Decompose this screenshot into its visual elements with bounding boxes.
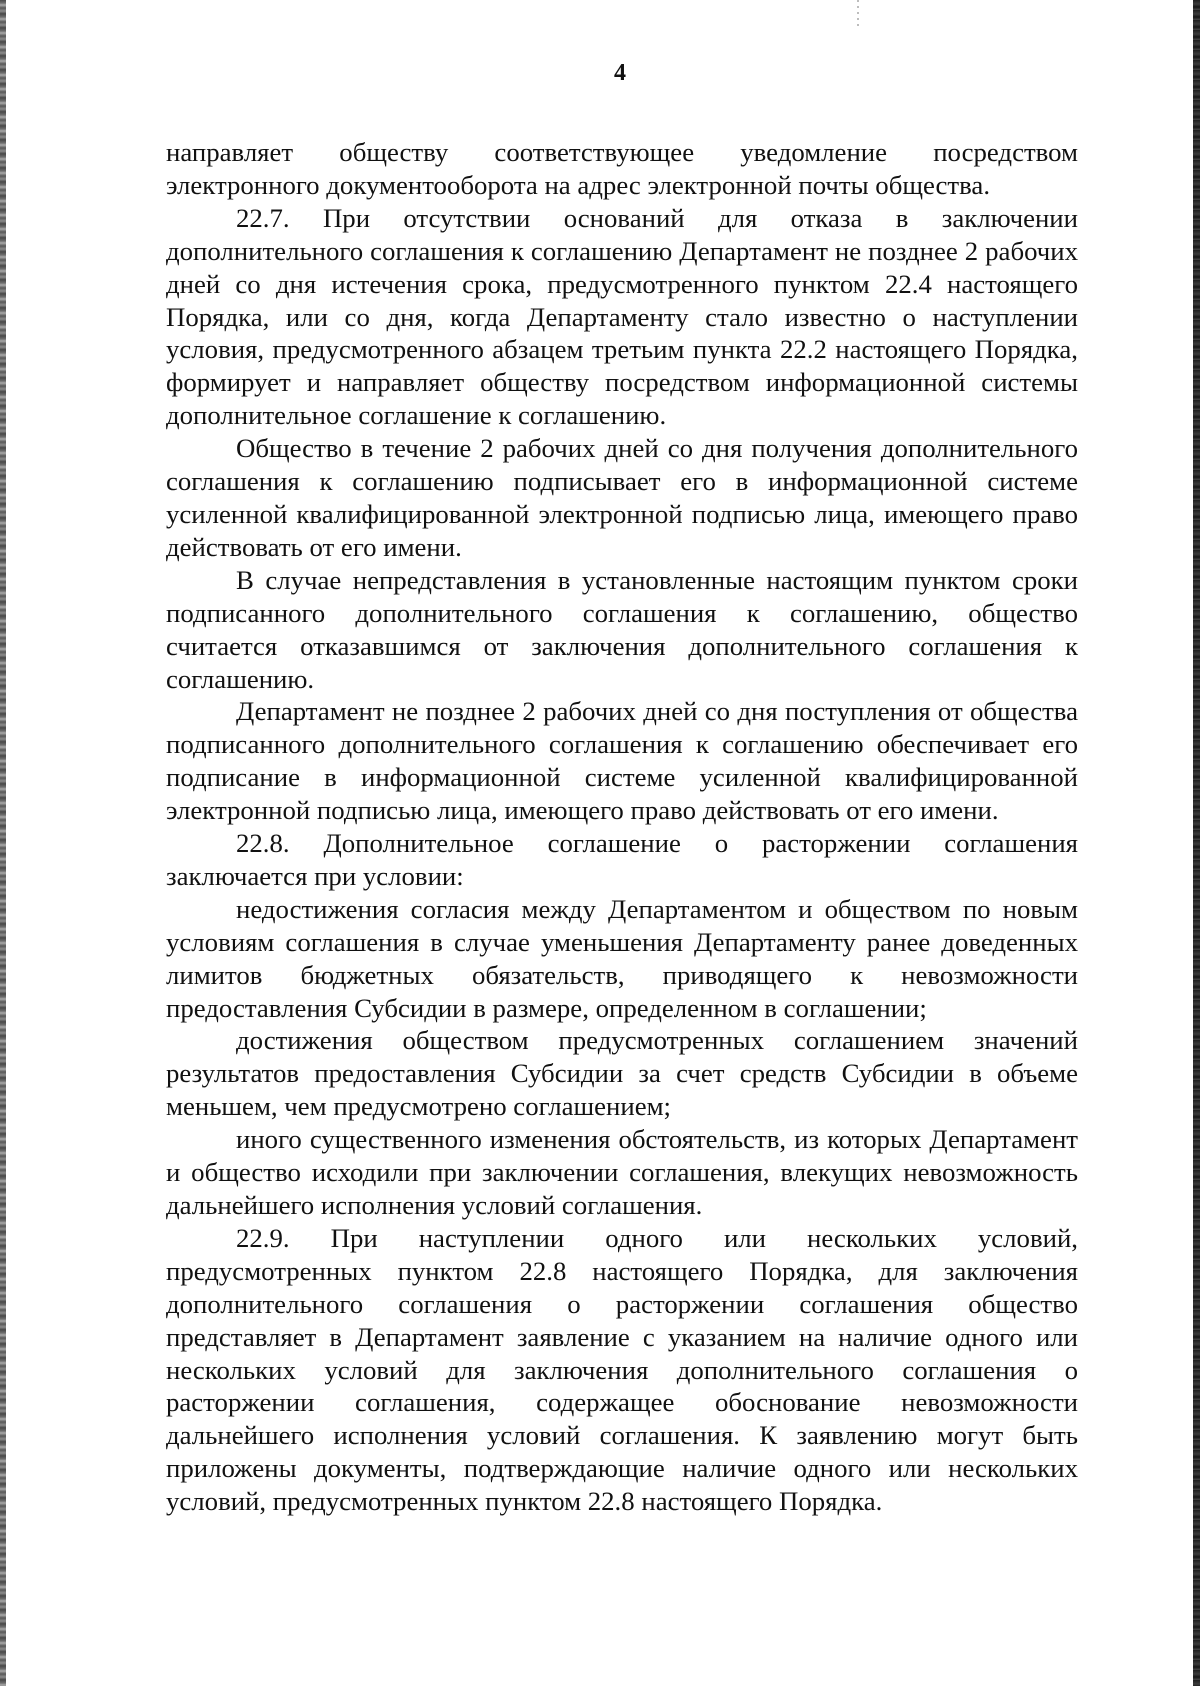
paragraph: Департамент не позднее 2 рабочих дней со дня поступления от общества подписанного дополнительного соглашения к соглашению обеспечивает его подписание в информационной системе усиленной квалифицированной электронной подписью лица, имеющего право действовать от его имени.	[166, 696, 1078, 826]
list-item: иного существенного изменения обстоятельств, из которых Департамент и общество исходили при заключении соглашения, влекущих невозможность дальнейшего исполнения условий соглашения.	[166, 1124, 1078, 1220]
list-item: достижения обществом предусмотренных соглашением значений результатов предоставления Субсидии за счет средств Субсидии в объеме меньшем, чем предусмотрено соглашением;	[166, 1025, 1078, 1122]
scan-edge-right	[1193, 0, 1200, 1686]
scan-edge-left	[0, 0, 6, 1686]
paragraph-22-7: 22.7. При отсутствии оснований для отказа в заключении дополнительного соглашения к соглашению Департамент не позднее 2 рабочих дней со дня истечения срока, предусмотренного пунктом 22.4 настоящего Порядка, или со дня, когда Департаменту стало известно о наступлении условия, предусмотренного абзацем третьим пункта 22.2 настоящего Порядка, формирует и направляет обществу посредством информационной системы дополнительное соглашение к соглашению.	[166, 202, 1078, 431]
paragraph-22-9: 22.9. При наступлении одного или нескольких условий, предусмотренных пунктом 22.8 настоящего Порядка, для заключения дополнительного соглашения о расторжении соглашения общество представляет в Департамент заявление с указанием на наличие одного или нескольких условий для заключения дополнительного соглашения о расторжении соглашения, содержащее обоснование невозможности дальнейшего исполнения условий соглашения. К заявлению могут быть приложены документы, подтверждающие наличие одного или нескольких условий, предусмотренных пунктом 22.8 настоящего Порядка.	[166, 1222, 1078, 1517]
paragraph: В случае непредставления в установленные настоящим пунктом сроки подписанного дополнительного соглашения к соглашению, общество считается отказавшимся от заключения дополнительного соглашения к соглашению.	[166, 564, 1078, 694]
document-body	[166, 136, 1078, 1518]
page-number: 4	[614, 60, 626, 86]
paragraph: направляет обществу соответствующее уведомление посредством электронного документооборота на адрес электронной почты общества.	[166, 137, 1078, 200]
paragraph: Общество в течение 2 рабочих дней со дня получения дополнительного соглашения к соглашению подписывает его в информационной системе усиленной квалифицированной электронной подписью лица, имеющего право действовать от его имени.	[166, 433, 1078, 562]
list-item: недостижения согласия между Департаментом и обществом по новым условиям соглашения в случае уменьшения Департаменту ранее доведенных лимитов бюджетных обязательств, приводящего к невозможности предоставления Субсидии в размере, определенном в соглашении;	[166, 893, 1078, 1023]
scan-artifact	[857, 0, 859, 26]
paragraph-22-8: 22.8. Дополнительное соглашение о расторжении соглашения заключается при условии:	[166, 828, 1078, 891]
